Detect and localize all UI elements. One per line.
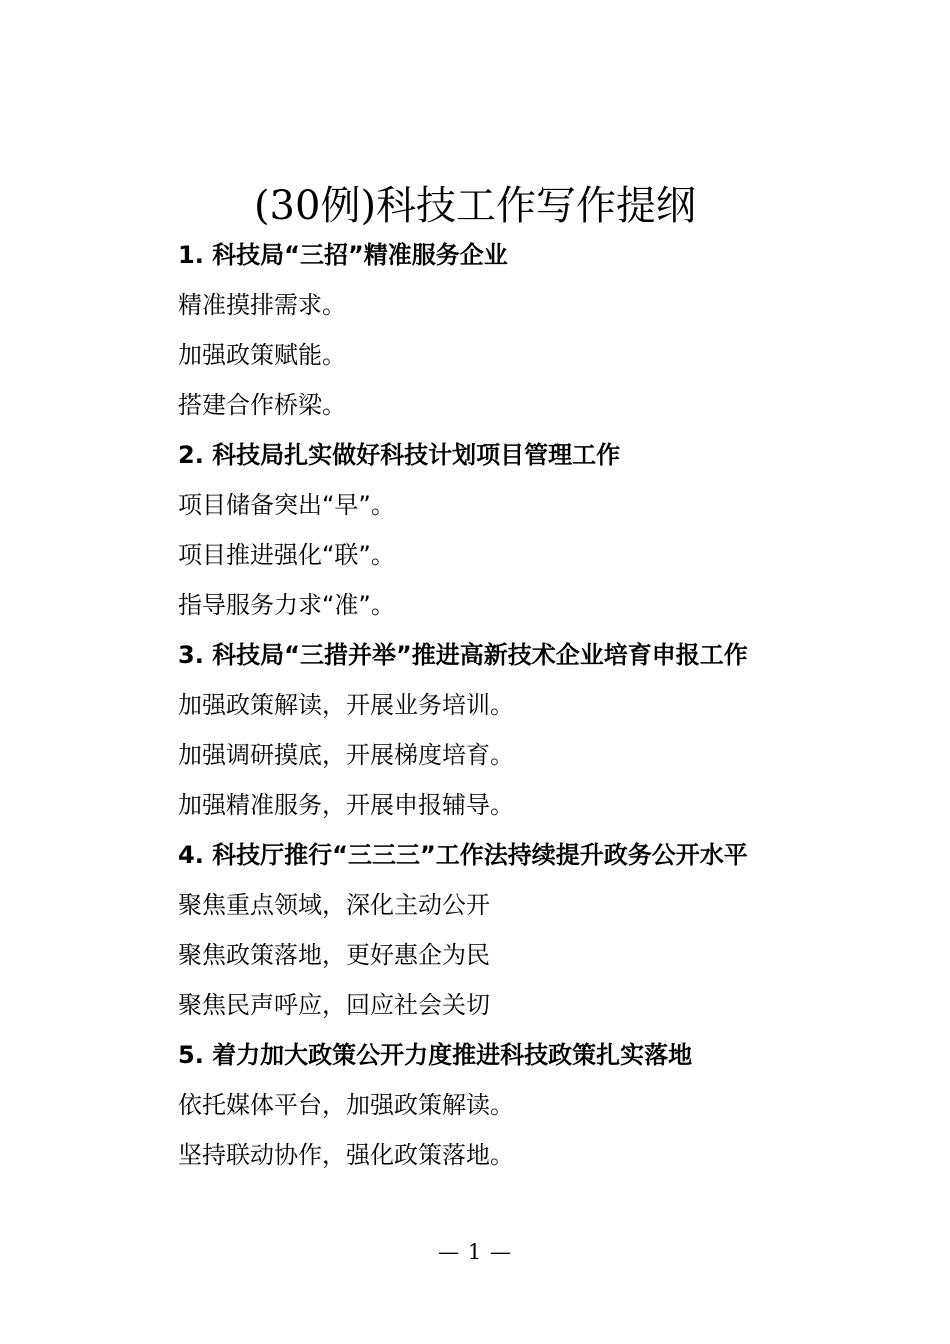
section-2 bbox=[178, 432, 868, 632]
list-item: 加强精准服务，开展申报辅导。 bbox=[178, 791, 514, 819]
section-heading: 4. 科技厅推行“三三三”工作法持续提升政务公开水平 bbox=[178, 841, 748, 869]
section-4 bbox=[178, 832, 868, 1032]
list-item: 精准摸排需求。 bbox=[178, 291, 346, 319]
list-item: 加强调研摸底，开展梯度培育。 bbox=[178, 741, 514, 769]
section-heading: 1. 科技局“三招”精准服务企业 bbox=[178, 241, 508, 269]
list-item: 聚焦重点领域，深化主动公开 bbox=[178, 891, 490, 919]
section-heading: 5. 着力加大政策公开力度推进科技政策扎实落地 bbox=[178, 1041, 693, 1069]
section-5 bbox=[178, 1032, 868, 1182]
list-item: 项目推进强化“联”。 bbox=[178, 541, 395, 569]
list-item: 坚持联动协作，强化政策落地。 bbox=[178, 1141, 514, 1169]
list-item: 加强政策赋能。 bbox=[178, 341, 346, 369]
list-item: 聚焦民声呼应，回应社会关切 bbox=[178, 991, 490, 1019]
section-3 bbox=[178, 632, 868, 832]
section-heading: 3. 科技局“三措并举”推进高新技术企业培育申报工作 bbox=[178, 641, 748, 669]
list-item: 项目储备突出“早”。 bbox=[178, 491, 395, 519]
page-number: — 1 — bbox=[438, 1240, 512, 1264]
list-item: 聚焦政策落地，更好惠企为民 bbox=[178, 941, 490, 969]
list-item: 搭建合作桥梁。 bbox=[178, 391, 346, 419]
section-1 bbox=[178, 232, 868, 432]
list-item: 加强政策解读，开展业务培训。 bbox=[178, 691, 514, 719]
page-title: (30例)科技工作写作提纲 bbox=[253, 183, 697, 229]
document-body bbox=[178, 232, 868, 1182]
section-heading: 2. 科技局扎实做好科技计划项目管理工作 bbox=[178, 441, 621, 469]
list-item: 依托媒体平台，加强政策解读。 bbox=[178, 1091, 514, 1119]
list-item: 指导服务力求“准”。 bbox=[178, 591, 395, 619]
